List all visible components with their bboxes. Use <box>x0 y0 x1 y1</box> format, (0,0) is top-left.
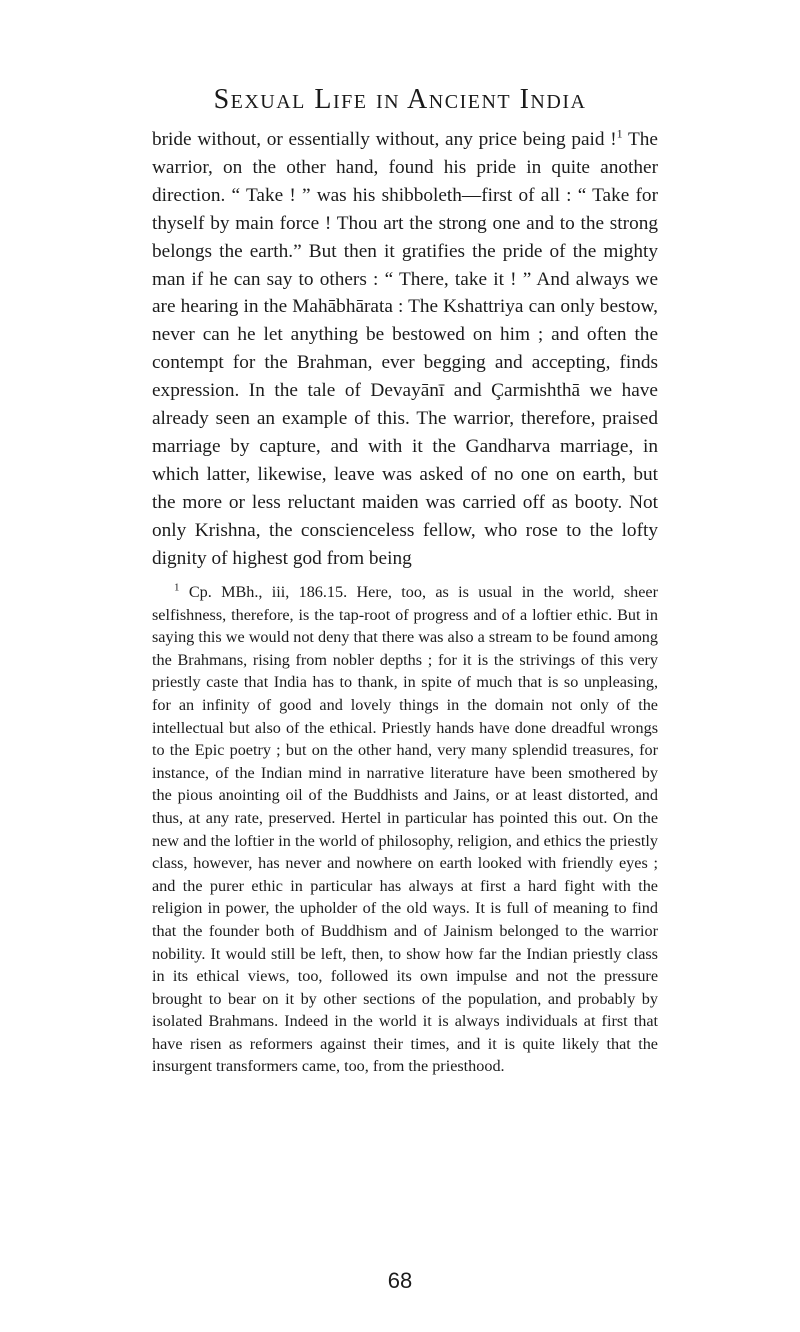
footnote-number: 1 <box>174 581 180 594</box>
footnote-reference: 1 <box>616 126 623 141</box>
main-paragraph-text: bride without, or essentially without, any price being paid ! <box>152 129 617 150</box>
main-paragraph <box>152 126 658 573</box>
main-text <box>152 126 658 573</box>
footnote-paragraph <box>152 581 658 1078</box>
page-number: 68 <box>387 1268 413 1293</box>
footnote <box>152 581 658 1078</box>
footnote-text: Cp. MBh., iii, 186.15. Here, too, as is usual in the world, sheer selfishness, therefore, is the tap-root of progress and of a loftier ethic. But in saying this we would not deny that there was also a stream to be found among the Brahmans, rising from nobler depths ; for it is the strivings of this very priestly caste that India has to thank, in spite of much that is so unpleasing, for an infinity of good and lovely things in the domain not only of the intellectual but also of the ethical. Priestly hands have done dreadful wrongs to the Epic poetry ; but on the other hand, very many splendid treasures, for instance, of the Indian mind in narrative literature have been smothered by the pious anointing oil of the Buddhists and Jains, or at least distorted, and thus, at any rate, preserved. Hertel in particular has pointed this out. On the new and the loftier in the world of philosophy, religion, and ethics the priestly class, however, has never and nowhere on earth looked with friendly eyes ; and the purer ethic in particular has always at first a hard fight with the religion in power, the upholder of the old ways. It is full of meaning to find that the founder both of Buddhism and of Jainism belonged to the warrior nobility. It would still be left, then, to show how far the Indian priestly class in its ethical views, too, followed its own impulse and not the pressure brought to bear on it by other sections of the population, and probably by isolated Brahmans. Indeed in the world it is always individuals at first that have risen as reformers against their times, and it is quite likely that the insurgent transformers came, too, from the priesthood. <box>152 583 658 1076</box>
main-paragraph-continuation: The warrior, on the other hand, found his pride in quite another direction. “ Take ! ” was his shibboleth—first of all : “ Take for thyself by main force ! Thou art the strong one and to the strong belongs the earth.” But then it gratifies the pride of the mighty man if he can say to others : “ There, take it ! ” And always we are hearing in the Mahābhārata : The Kshattriya can only bestow, never can he let anything be bestowed on him ; and often the contempt for the Brahman, ever begging and accepting, finds expression. In the tale of Devayānī and Çarmishthā we have already seen an example of this. The warrior, therefore, praised marriage by capture, and with it the Gandharva marriage, in which latter, likewise, leave was asked of no one on earth, but the more or less reluctant maiden was carried off as booty. Not only Krishna, the conscienceless fellow, who rose to the lofty dignity of highest god from being <box>152 129 658 569</box>
running-head: Sexual Life in Ancient India <box>213 84 587 115</box>
